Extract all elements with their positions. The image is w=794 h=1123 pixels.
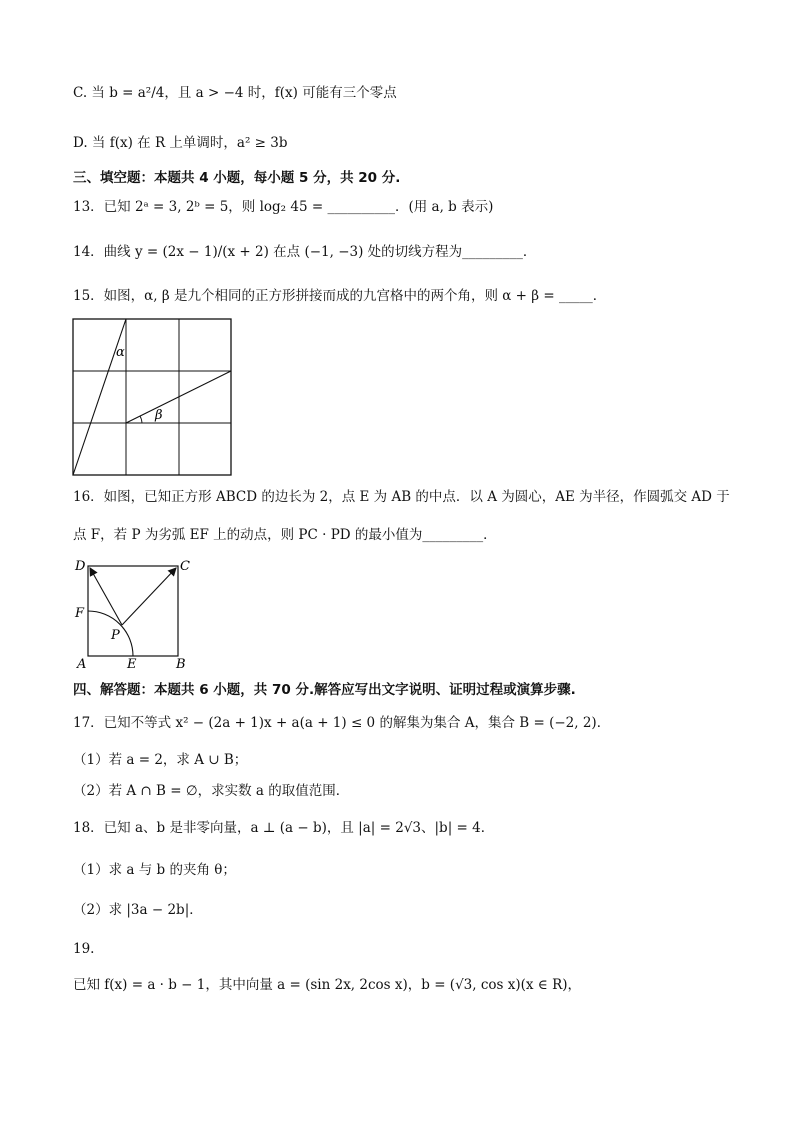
question-18-part-2: （2）求 |3a − 2b|． <box>73 902 203 918</box>
label-c: C <box>180 559 190 574</box>
option-c: C. 当 b = a²/4，且 a > −4 时，f(x) 可能有三个零点 <box>73 85 397 101</box>
beta-label: β <box>155 408 163 423</box>
question-19-number: 19. <box>73 941 95 957</box>
section-3-heading: 三、填空题：本题共 4 小题，每小题 5 分，共 20 分. <box>73 170 401 186</box>
section-4-heading: 四、解答题：本题共 6 小题，共 70 分.解答应写出文字说明、证明过程或演算步骤. <box>73 682 576 698</box>
question-15: 15．如图，α, β 是九个相同的正方形拼接而成的九宫格中的两个角，则 α + β = _____． <box>73 288 607 304</box>
question-16-line-1: 16．如图，已知正方形 ABCD 的边长为 2，点 E 为 AB 的中点．以 A 为圆心，AE 为半径，作圆弧交 AD 于 <box>73 489 730 505</box>
question-14: 14．曲线 y = (2x − 1)/(x + 2) 在点 (−1, −3) 处的切线方程为_________． <box>73 244 537 260</box>
question-17: 17．已知不等式 x² − (2a + 1)x + a(a + 1) ≤ 0 的解集为集合 A，集合 B = (−2, 2)． <box>73 715 611 731</box>
question-18-part-1: （1）求 a 与 b 的夹角 θ； <box>73 862 236 878</box>
question-17-part-2: （2）若 A ∩ B = ∅，求实数 a 的取值范围． <box>73 783 350 799</box>
label-p: P <box>111 628 120 643</box>
question-16-line-2: 点 F，若 P 为劣弧 EF 上的动点，则 PC · PD 的最小值为_________． <box>73 527 497 543</box>
label-d: D <box>75 559 86 574</box>
square-abcd-figure <box>70 556 200 672</box>
label-a: A <box>77 657 87 672</box>
alpha-label: α <box>116 345 125 360</box>
question-13: 13．已知 2ᵃ = 3, 2ᵇ = 5，则 log₂ 45 = __________．(用 a, b 表示) <box>73 199 494 215</box>
label-b: B <box>176 657 186 672</box>
nine-grid-figure <box>72 318 234 478</box>
label-e: E <box>127 657 137 672</box>
option-d: D. 当 f(x) 在 R 上单调时，a² ≥ 3b <box>73 135 288 151</box>
question-19: 已知 f(x) = a · b − 1，其中向量 a = (sin 2x, 2cos x)，b = (√3, cos x)(x ∈ R)， <box>73 977 582 993</box>
question-17-part-1: （1）若 a = 2，求 A ∪ B； <box>73 752 248 768</box>
label-f: F <box>75 606 85 621</box>
question-18: 18．已知 a、b 是非零向量，a ⊥ (a − b)，且 |a| = 2√3、|b| = 4． <box>73 820 495 836</box>
